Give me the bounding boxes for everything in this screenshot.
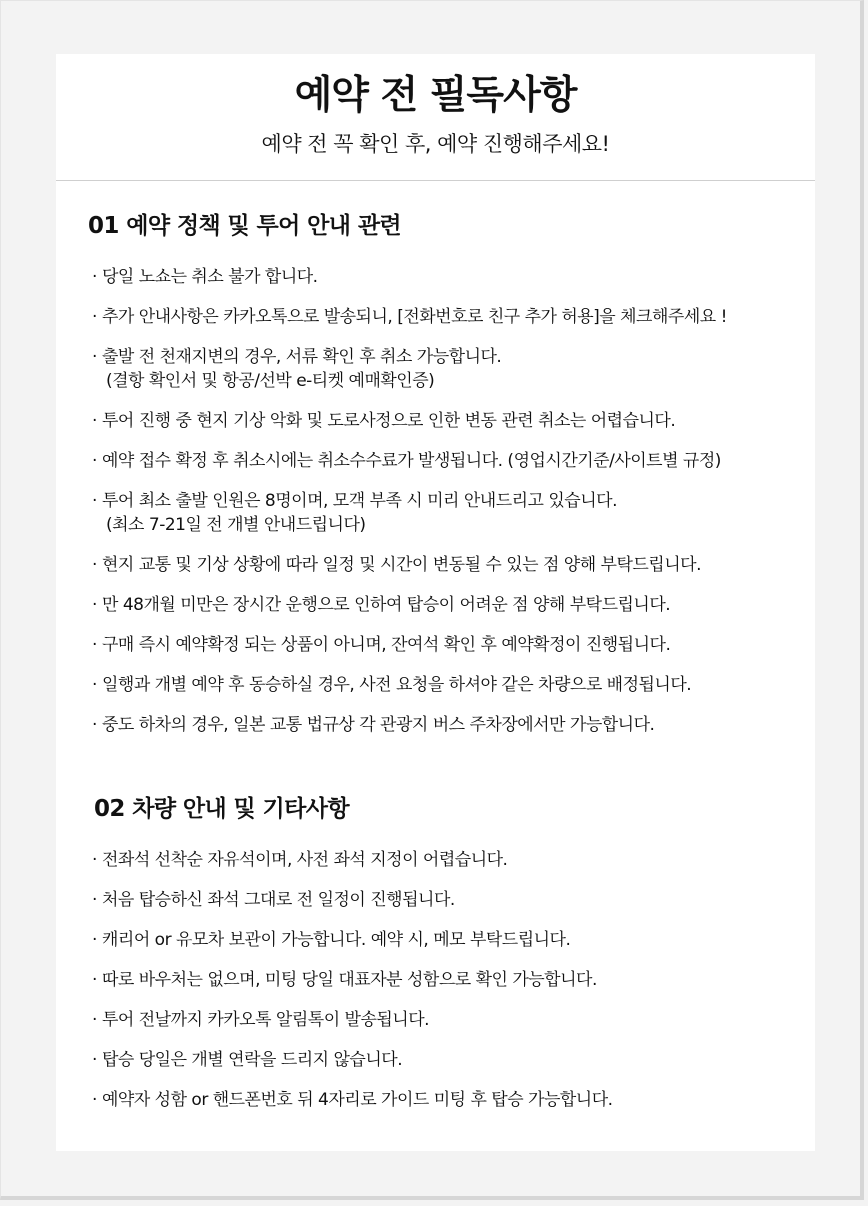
list-item: [92, 1088, 812, 1112]
bullet-mark: ·: [92, 675, 97, 695]
bullet-mark: ·: [92, 1010, 97, 1030]
list-item: [92, 265, 812, 289]
list-item-text: 캐리어 or 유모차 보관이 가능합니다. 예약 시, 메모 부탁드립니다.: [102, 930, 571, 950]
list-item-text: 투어 최소 출발 인원은 8명이며, 모객 부족 시 미리 안내드리고 있습니다.: [102, 491, 617, 511]
list-item: [92, 345, 812, 393]
bullet-mark: ·: [92, 451, 97, 471]
bullet-mark: ·: [92, 930, 97, 950]
list-item: [92, 673, 812, 697]
bullet-mark: ·: [92, 307, 97, 327]
bullet-mark: ·: [92, 635, 97, 655]
list-item: [92, 633, 812, 657]
notice-card: [56, 54, 815, 1151]
list-item-text: 일행과 개별 예약 후 동승하실 경우, 사전 요청을 하셔야 같은 차량으로 배정됩니다.: [102, 675, 692, 695]
bullet-mark: ·: [92, 970, 97, 990]
page-title: 예약 전 필독사항: [294, 73, 577, 118]
list-item-text: 전좌석 선착순 자유석이며, 사전 좌석 지정이 어렵습니다.: [102, 850, 508, 870]
notice-header: [56, 54, 815, 181]
list-item: [92, 449, 812, 473]
list-item-text: 추가 안내사항은 카카오톡으로 발송되니, [전화번호로 친구 추가 허용]을 체크해주세요 !: [102, 307, 727, 327]
list-item-text: 탑승 당일은 개별 연락을 드리지 않습니다.: [102, 1050, 403, 1070]
list-item-subtext: (결항 확인서 및 항공/선박 e-티켓 예매확인증): [106, 371, 435, 391]
list-item-text: 당일 노쇼는 취소 불가 합니다.: [102, 267, 318, 287]
bullet-mark: ·: [92, 555, 97, 575]
vehicle-list: [92, 848, 812, 1128]
bullet-mark: ·: [92, 347, 97, 367]
bullet-mark: ·: [92, 850, 97, 870]
list-item-text: 구매 즉시 예약확정 되는 상품이 아니며, 잔여석 확인 후 예약확정이 진행됩니다.: [102, 635, 671, 655]
bullet-mark: ·: [92, 715, 97, 735]
list-item: [92, 305, 812, 329]
list-item-text: 투어 진행 중 현지 기상 악화 및 도로사정으로 인한 변동 관련 취소는 어렵습니다.: [102, 411, 676, 431]
list-item: [92, 553, 812, 577]
list-item-text: 예약 접수 확정 후 취소시에는 취소수수료가 발생됩니다. (영업시간기준/사이트별 규정): [102, 451, 721, 471]
list-item-text: 예약자 성함 or 핸드폰번호 뒤 4자리로 가이드 미팅 후 탑승 가능합니다.: [102, 1090, 613, 1110]
bullet-mark: ·: [92, 491, 97, 511]
list-item: [92, 713, 812, 737]
bullet-mark: ·: [92, 1050, 97, 1070]
bullet-mark: ·: [92, 595, 97, 615]
list-item: [92, 489, 812, 537]
list-item: [92, 848, 812, 872]
list-item-text: 처음 탑승하신 좌석 그대로 전 일정이 진행됩니다.: [102, 890, 455, 910]
policy-list: [92, 265, 812, 753]
page-subtitle: 예약 전 꼭 확인 후, 예약 진행해주세요!: [261, 132, 610, 156]
bullet-mark: ·: [92, 890, 97, 910]
bullet-mark: ·: [92, 411, 97, 431]
section-title-policy: 01 예약 정책 및 투어 안내 관련: [88, 213, 402, 239]
list-item-text: 현지 교통 및 기상 상황에 따라 일정 및 시간이 변동될 수 있는 점 양해 부탁드립니다.: [102, 555, 701, 575]
list-item-subtext: (최소 7-21일 전 개별 안내드립니다): [106, 515, 366, 535]
list-item: [92, 593, 812, 617]
list-item-text: 출발 전 천재지변의 경우, 서류 확인 후 취소 가능합니다.: [102, 347, 502, 367]
list-item: [92, 1048, 812, 1072]
bullet-mark: ·: [92, 267, 97, 287]
section-title-vehicle: 02 차량 안내 및 기타사항: [94, 796, 349, 822]
list-item: [92, 409, 812, 433]
bullet-mark: ·: [92, 1090, 97, 1110]
list-item-text: 중도 하차의 경우, 일본 교통 법규상 각 관광지 버스 주차장에서만 가능합니다.: [102, 715, 655, 735]
list-item: [92, 888, 812, 912]
list-item: [92, 928, 812, 952]
list-item-text: 만 48개월 미만은 장시간 운행으로 인하여 탑승이 어려운 점 양해 부탁드립니다.: [102, 595, 671, 615]
list-item: [92, 1008, 812, 1032]
list-item-text: 투어 전날까지 카카오톡 알림톡이 발송됩니다.: [102, 1010, 430, 1030]
list-item-text: 따로 바우처는 없으며, 미팅 당일 대표자분 성함으로 확인 가능합니다.: [102, 970, 597, 990]
list-item: [92, 968, 812, 992]
